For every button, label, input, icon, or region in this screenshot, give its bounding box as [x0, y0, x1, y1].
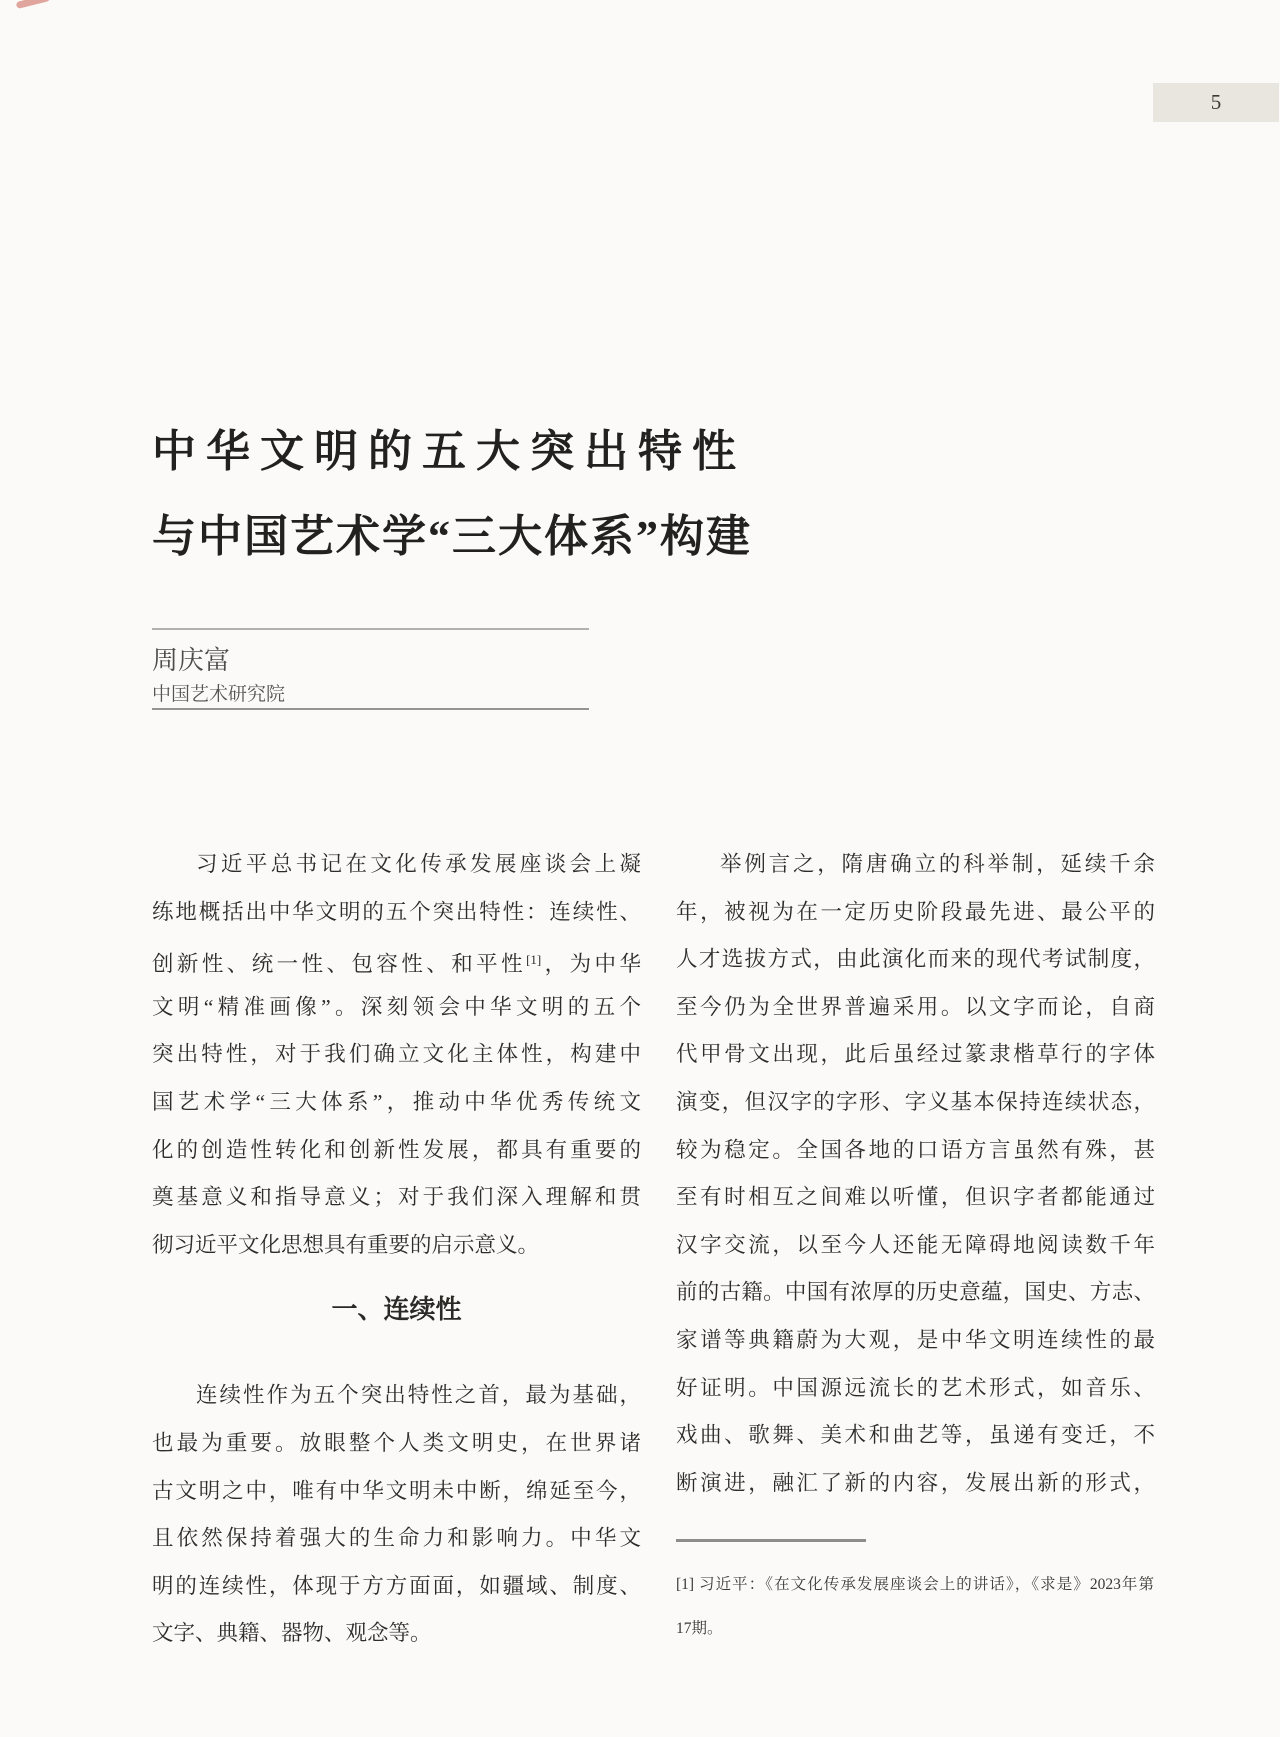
- text-line: 至有时相互之间难以听懂，但识字者都能通过: [676, 1185, 1155, 1210]
- text-line: 举例言之，隋唐确立的科举制，延续千余: [720, 852, 1155, 876]
- text-line: 彻习近平文化思想具有重要的启示意义。: [152, 1232, 540, 1257]
- text-line: 突出特性，对于我们确立文化主体性，构建中: [152, 1042, 641, 1067]
- text-line: 年，被视为在一定历史阶段最先进、最公平的: [676, 899, 1155, 924]
- paragraph-intro: [152, 841, 641, 1269]
- text-line: 国艺术学“三大体系”，推动中华优秀传统文: [152, 1089, 641, 1114]
- text-line: 代甲骨文出现，此后虽经过篆隶楷草行的字体: [676, 1042, 1155, 1067]
- page-number-box: [1153, 83, 1279, 122]
- text-line: 奠基意义和指导意义；对于我们深入理解和贯: [152, 1185, 641, 1210]
- author-divider-top: [152, 628, 589, 630]
- text-line: 文字、典籍、器物、观念等。: [152, 1621, 432, 1646]
- text-line: 汉字交流，以至今人还能无障碍地阅读数千年: [676, 1232, 1155, 1257]
- article-title-line-2: 与中国艺术学“三大体系”构建: [152, 512, 752, 561]
- footnote-divider: [676, 1539, 866, 1542]
- author-divider-bottom: [152, 708, 589, 710]
- text-line: 且依然保持着强大的生命力和影响力。中华文: [152, 1526, 641, 1551]
- footnote: [676, 1563, 1154, 1651]
- text-line: 家谱等典籍蔚为大观，是中华文明连续性的最: [676, 1327, 1155, 1352]
- text-line: 戏曲、歌舞、美术和曲艺等，虽递有变迁，不: [676, 1423, 1155, 1448]
- author-affiliation: 中国艺术研究院: [152, 684, 286, 705]
- text-line: 演变，但汉字的字形、字义基本保持连续状态，: [676, 1089, 1155, 1114]
- right-column: [676, 841, 1155, 1507]
- text-line: 创新性、统一性、包容性、和平性[1]，为中华: [152, 952, 641, 977]
- section-heading: 一、连续性: [331, 1295, 462, 1325]
- page-number: 5: [1210, 90, 1222, 114]
- scan-mark: [16, 0, 51, 9]
- text-line: 也最为重要。放眼整个人类文明史，在世界诸: [152, 1430, 641, 1455]
- text-line: 练地概括出中华文明的五个突出特性：连续性、: [152, 899, 641, 924]
- author-name: 周庆富: [152, 645, 231, 675]
- text-line: 习近平总书记在文化传承发展座谈会上凝: [196, 852, 641, 876]
- text-line: 前的古籍。中国有浓厚的历史意蕴，国史、方志、: [676, 1280, 1155, 1305]
- footnote-reference-marker: [1]: [526, 952, 542, 968]
- text-line: [1] 习近平：《在文化传承发展座谈会上的讲话》，《求是》2023年第: [676, 1576, 1154, 1593]
- text-line: 文明“精准画像”。深刻领会中华文明的五个: [152, 994, 641, 1019]
- text-line: 好证明。中国源远流长的艺术形式，如音乐、: [676, 1375, 1155, 1400]
- text-line: 至今仍为全世界普遍采用。以文字而论，自商: [676, 994, 1155, 1019]
- text-line: 人才选拔方式，由此演化而来的现代考试制度，: [676, 947, 1155, 972]
- text-line: 较为稳定。全国各地的口语方言虽然有殊，甚: [676, 1137, 1155, 1162]
- left-column: [152, 841, 641, 1658]
- article-title-line-1: 中华文明的五大突出特性: [152, 427, 746, 476]
- text-line: 连续性作为五个突出特性之首，最为基础，: [196, 1383, 641, 1408]
- text-line: 古文明之中，唯有中华文明未中断，绵延至今，: [152, 1478, 641, 1503]
- text-line: 17期。: [676, 1620, 723, 1637]
- text-line: 明的连续性，体现于方方面面，如疆域、制度、: [152, 1573, 641, 1598]
- paragraph-continuity: [152, 1372, 641, 1658]
- paragraph-examples: [676, 841, 1155, 1507]
- text-line: 化的创造性转化和创新性发展，都具有重要的: [152, 1137, 641, 1162]
- text-line: 断演进，融汇了新的内容，发展出新的形式，: [676, 1470, 1155, 1495]
